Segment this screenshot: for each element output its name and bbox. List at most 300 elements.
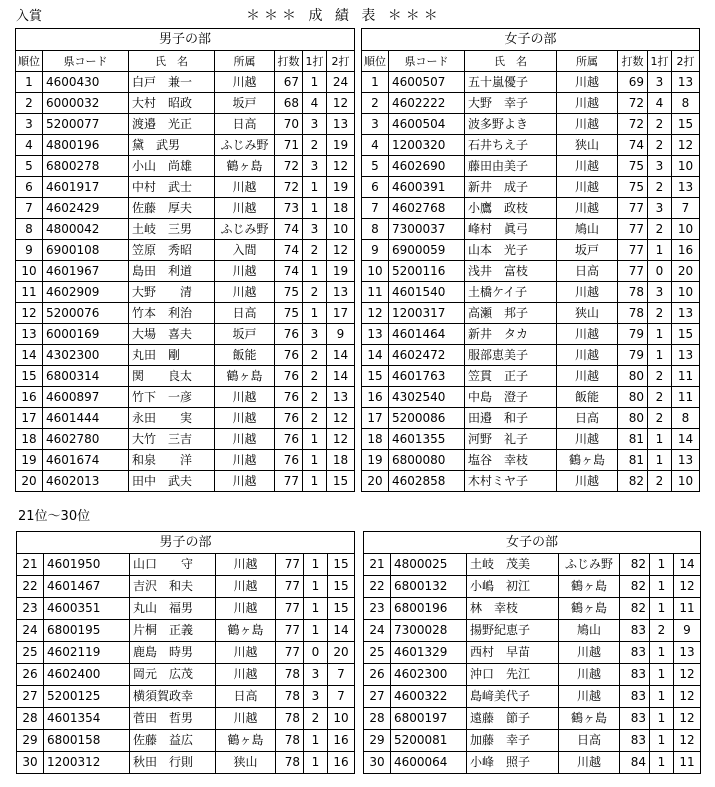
cell-rank: 23 bbox=[17, 598, 44, 620]
cell-rank: 18 bbox=[362, 429, 389, 450]
cell-one-shot: 1 bbox=[650, 708, 674, 730]
cell-two-shot: 13 bbox=[672, 303, 700, 324]
cell-pref-code: 5200081 bbox=[391, 730, 467, 752]
cell-pref-code: 5200086 bbox=[389, 408, 465, 429]
range-label: 21位～30位 bbox=[18, 509, 91, 524]
cell-two-shot: 15 bbox=[328, 576, 355, 598]
cell-player-name: 丸山 福男 bbox=[130, 598, 216, 620]
cell-two-shot: 11 bbox=[672, 366, 700, 387]
cell-strokes: 84 bbox=[620, 752, 650, 774]
cell-affiliation: 坂戸 bbox=[215, 93, 275, 114]
cell-rank: 19 bbox=[16, 450, 43, 471]
cell-player-name: 秋田 行則 bbox=[130, 752, 216, 774]
cell-affiliation: 飯能 bbox=[215, 345, 275, 366]
cell-one-shot: 2 bbox=[304, 708, 328, 730]
cell-player-name: 波多野よき bbox=[465, 114, 557, 135]
cell-two-shot: 14 bbox=[327, 366, 355, 387]
cell-rank: 26 bbox=[364, 664, 391, 686]
cell-player-name: 新井 タカ bbox=[465, 324, 557, 345]
cell-pref-code: 4602119 bbox=[44, 642, 130, 664]
cell-rank: 14 bbox=[362, 345, 389, 366]
cell-rank: 16 bbox=[362, 387, 389, 408]
cell-one-shot: 2 bbox=[303, 387, 327, 408]
cell-player-name: 中島 澄子 bbox=[465, 387, 557, 408]
cell-affiliation: 川越 bbox=[215, 429, 275, 450]
cell-player-name: 菅田 哲男 bbox=[130, 708, 216, 730]
cell-two-shot: 13 bbox=[327, 282, 355, 303]
table-row bbox=[362, 345, 700, 366]
cell-affiliation: 飯能 bbox=[557, 387, 618, 408]
cell-pref-code: 4601540 bbox=[389, 282, 465, 303]
cell-one-shot: 4 bbox=[303, 93, 327, 114]
cell-one-shot: 1 bbox=[650, 686, 674, 708]
table-row bbox=[16, 72, 355, 93]
cell-affiliation: 川越 bbox=[557, 282, 618, 303]
column-header-pref-code: 県コード bbox=[43, 51, 129, 72]
cell-player-name: 田中 武夫 bbox=[129, 471, 215, 492]
cell-strokes: 82 bbox=[620, 598, 650, 620]
cell-rank: 12 bbox=[362, 303, 389, 324]
table-row bbox=[17, 730, 355, 752]
cell-strokes: 76 bbox=[275, 366, 303, 387]
cell-two-shot: 13 bbox=[672, 72, 700, 93]
cell-strokes: 83 bbox=[620, 642, 650, 664]
cell-one-shot: 1 bbox=[304, 598, 328, 620]
column-header-row bbox=[16, 51, 355, 72]
cell-affiliation: 川越 bbox=[216, 664, 276, 686]
cell-affiliation: 川越 bbox=[557, 324, 618, 345]
table-row bbox=[362, 450, 700, 471]
cell-player-name: 片桐 正義 bbox=[130, 620, 216, 642]
cell-pref-code: 4600504 bbox=[389, 114, 465, 135]
cell-one-shot: 1 bbox=[303, 261, 327, 282]
cell-pref-code: 4601967 bbox=[43, 261, 129, 282]
cell-player-name: 大野 清 bbox=[129, 282, 215, 303]
cell-strokes: 77 bbox=[276, 620, 304, 642]
cell-rank: 6 bbox=[362, 177, 389, 198]
cell-pref-code: 6800278 bbox=[43, 156, 129, 177]
cell-one-shot: 1 bbox=[303, 177, 327, 198]
cell-one-shot: 3 bbox=[303, 219, 327, 240]
cell-player-name: 山本 光子 bbox=[465, 240, 557, 261]
cell-affiliation: 鶴ヶ島 bbox=[559, 598, 620, 620]
cell-strokes: 75 bbox=[618, 177, 648, 198]
cell-affiliation: 川越 bbox=[559, 752, 620, 774]
table-row bbox=[17, 598, 355, 620]
cell-player-name: 笠貫 正子 bbox=[465, 366, 557, 387]
cell-affiliation: 川越 bbox=[215, 261, 275, 282]
cell-pref-code: 6800158 bbox=[44, 730, 130, 752]
cell-affiliation: 川越 bbox=[216, 642, 276, 664]
cell-pref-code: 4601467 bbox=[44, 576, 130, 598]
cell-strokes: 76 bbox=[275, 387, 303, 408]
cell-two-shot: 17 bbox=[327, 303, 355, 324]
cell-rank: 29 bbox=[17, 730, 44, 752]
cell-two-shot: 12 bbox=[674, 686, 701, 708]
cell-one-shot: 1 bbox=[304, 620, 328, 642]
cell-player-name: 横須賀政幸 bbox=[130, 686, 216, 708]
cell-strokes: 83 bbox=[620, 686, 650, 708]
cell-one-shot: 2 bbox=[303, 240, 327, 261]
cell-affiliation: 川越 bbox=[215, 282, 275, 303]
cell-player-name: 加藤 幸子 bbox=[467, 730, 559, 752]
cell-affiliation: 鶴ヶ島 bbox=[215, 366, 275, 387]
table-row bbox=[364, 686, 701, 708]
cell-two-shot: 12 bbox=[674, 730, 701, 752]
cell-pref-code: 4600351 bbox=[44, 598, 130, 620]
cell-pref-code: 4602400 bbox=[44, 664, 130, 686]
table-row bbox=[362, 261, 700, 282]
cell-rank: 21 bbox=[364, 554, 391, 576]
cell-two-shot: 14 bbox=[328, 620, 355, 642]
cell-player-name: 河野 礼子 bbox=[465, 429, 557, 450]
table-row bbox=[17, 686, 355, 708]
cell-player-name: 林 幸枝 bbox=[467, 598, 559, 620]
cell-rank: 2 bbox=[16, 93, 43, 114]
table-row bbox=[364, 620, 701, 642]
cell-one-shot: 1 bbox=[650, 664, 674, 686]
lower-men-table bbox=[16, 531, 355, 774]
men-section-title: 男子の部 bbox=[16, 29, 355, 51]
table-row bbox=[17, 576, 355, 598]
cell-player-name: 小鷹 政枝 bbox=[465, 198, 557, 219]
cell-pref-code: 4601674 bbox=[43, 450, 129, 471]
cell-player-name: 黛 武男 bbox=[129, 135, 215, 156]
cell-affiliation: 狭山 bbox=[557, 303, 618, 324]
cell-two-shot: 7 bbox=[672, 198, 700, 219]
cell-rank: 4 bbox=[362, 135, 389, 156]
cell-two-shot: 12 bbox=[674, 708, 701, 730]
cell-strokes: 82 bbox=[618, 471, 648, 492]
cell-one-shot: 0 bbox=[648, 261, 672, 282]
cell-player-name: 服部恵美子 bbox=[465, 345, 557, 366]
cell-one-shot: 1 bbox=[303, 450, 327, 471]
cell-affiliation: ふじみ野 bbox=[559, 554, 620, 576]
cell-one-shot: 3 bbox=[304, 664, 328, 686]
cell-player-name: 土橋ケイ子 bbox=[465, 282, 557, 303]
cell-one-shot: 3 bbox=[303, 156, 327, 177]
cell-pref-code: 1200312 bbox=[44, 752, 130, 774]
cell-strokes: 80 bbox=[618, 387, 648, 408]
column-header-strokes: 打数 bbox=[275, 51, 303, 72]
table-row bbox=[362, 219, 700, 240]
cell-strokes: 82 bbox=[620, 576, 650, 598]
cell-player-name: 塩谷 幸枝 bbox=[465, 450, 557, 471]
table-row bbox=[16, 450, 355, 471]
table-row bbox=[17, 642, 355, 664]
cell-affiliation: 川越 bbox=[557, 366, 618, 387]
cell-pref-code: 4800196 bbox=[43, 135, 129, 156]
cell-player-name: 五十嵐優子 bbox=[465, 72, 557, 93]
cell-strokes: 68 bbox=[275, 93, 303, 114]
cell-strokes: 83 bbox=[620, 730, 650, 752]
cell-rank: 10 bbox=[362, 261, 389, 282]
table-row bbox=[364, 642, 701, 664]
cell-strokes: 78 bbox=[276, 664, 304, 686]
column-header-two-shot: 2打 bbox=[672, 51, 700, 72]
cell-one-shot: 1 bbox=[648, 345, 672, 366]
cell-two-shot: 12 bbox=[327, 240, 355, 261]
cell-player-name: 関 良太 bbox=[129, 366, 215, 387]
cell-one-shot: 2 bbox=[303, 282, 327, 303]
cell-one-shot: 2 bbox=[303, 345, 327, 366]
cell-two-shot: 19 bbox=[327, 261, 355, 282]
table-row bbox=[16, 198, 355, 219]
cell-two-shot: 8 bbox=[672, 408, 700, 429]
cell-rank: 19 bbox=[362, 450, 389, 471]
cell-rank: 15 bbox=[362, 366, 389, 387]
cell-two-shot: 11 bbox=[674, 598, 701, 620]
column-header-two-shot: 2打 bbox=[327, 51, 355, 72]
cell-pref-code: 4602013 bbox=[43, 471, 129, 492]
cell-rank: 11 bbox=[362, 282, 389, 303]
cell-two-shot: 15 bbox=[327, 471, 355, 492]
cell-player-name: 大竹 三吉 bbox=[129, 429, 215, 450]
cell-rank: 3 bbox=[362, 114, 389, 135]
cell-affiliation: 川越 bbox=[216, 554, 276, 576]
cell-pref-code: 6800080 bbox=[389, 450, 465, 471]
table-row bbox=[362, 429, 700, 450]
cell-affiliation: 川越 bbox=[557, 93, 618, 114]
cell-one-shot: 2 bbox=[648, 114, 672, 135]
cell-affiliation: 鶴ヶ島 bbox=[216, 620, 276, 642]
cell-player-name: 白戸 兼一 bbox=[129, 72, 215, 93]
cell-strokes: 77 bbox=[276, 642, 304, 664]
cell-affiliation: 鶴ヶ島 bbox=[559, 576, 620, 598]
cell-one-shot: 3 bbox=[648, 72, 672, 93]
cell-affiliation: 川越 bbox=[215, 177, 275, 198]
cell-one-shot: 2 bbox=[303, 135, 327, 156]
cell-strokes: 67 bbox=[275, 72, 303, 93]
cell-one-shot: 1 bbox=[650, 730, 674, 752]
cell-rank: 28 bbox=[364, 708, 391, 730]
cell-player-name: 笠原 秀昭 bbox=[129, 240, 215, 261]
cell-pref-code: 5200125 bbox=[44, 686, 130, 708]
cell-two-shot: 14 bbox=[674, 554, 701, 576]
table-row bbox=[16, 219, 355, 240]
cell-affiliation: 坂戸 bbox=[557, 240, 618, 261]
table-row bbox=[364, 576, 701, 598]
cell-affiliation: 鶴ヶ島 bbox=[559, 708, 620, 730]
cell-pref-code: 4601950 bbox=[44, 554, 130, 576]
table-row bbox=[364, 598, 701, 620]
cell-player-name: 佐藤 益広 bbox=[130, 730, 216, 752]
column-header-affiliation: 所属 bbox=[557, 51, 618, 72]
cell-one-shot: 1 bbox=[303, 471, 327, 492]
cell-strokes: 78 bbox=[276, 752, 304, 774]
cell-player-name: 竹下 一彦 bbox=[129, 387, 215, 408]
cell-rank: 22 bbox=[364, 576, 391, 598]
cell-rank: 6 bbox=[16, 177, 43, 198]
cell-pref-code: 4600897 bbox=[43, 387, 129, 408]
cell-affiliation: ふじみ野 bbox=[215, 219, 275, 240]
cell-two-shot: 10 bbox=[672, 156, 700, 177]
table-row bbox=[17, 752, 355, 774]
table-row bbox=[362, 177, 700, 198]
cell-two-shot: 14 bbox=[672, 429, 700, 450]
cell-pref-code: 4601763 bbox=[389, 366, 465, 387]
cell-one-shot: 4 bbox=[648, 93, 672, 114]
cell-rank: 17 bbox=[362, 408, 389, 429]
cell-rank: 26 bbox=[17, 664, 44, 686]
cell-pref-code: 5200077 bbox=[43, 114, 129, 135]
cell-strokes: 83 bbox=[620, 708, 650, 730]
column-header-pref-code: 県コード bbox=[389, 51, 465, 72]
table-row bbox=[17, 554, 355, 576]
cell-strokes: 77 bbox=[618, 240, 648, 261]
cell-pref-code: 4602909 bbox=[43, 282, 129, 303]
cell-strokes: 77 bbox=[276, 554, 304, 576]
cell-strokes: 78 bbox=[618, 303, 648, 324]
cell-one-shot: 1 bbox=[650, 554, 674, 576]
cell-rank: 27 bbox=[364, 686, 391, 708]
cell-one-shot: 1 bbox=[648, 429, 672, 450]
cell-rank: 28 bbox=[17, 708, 44, 730]
cell-two-shot: 7 bbox=[328, 664, 355, 686]
cell-player-name: 揚野紀恵子 bbox=[467, 620, 559, 642]
table-row bbox=[362, 93, 700, 114]
cell-affiliation: 日高 bbox=[557, 261, 618, 282]
cell-player-name: 永田 実 bbox=[129, 408, 215, 429]
cell-strokes: 80 bbox=[618, 408, 648, 429]
cell-player-name: 和泉 洋 bbox=[129, 450, 215, 471]
cell-pref-code: 4602780 bbox=[43, 429, 129, 450]
table-row bbox=[16, 429, 355, 450]
cell-one-shot: 1 bbox=[650, 752, 674, 774]
table-row bbox=[362, 156, 700, 177]
cell-pref-code: 4600322 bbox=[391, 686, 467, 708]
cell-one-shot: 2 bbox=[648, 303, 672, 324]
cell-rank: 20 bbox=[362, 471, 389, 492]
cell-two-shot: 16 bbox=[328, 730, 355, 752]
table-row bbox=[16, 303, 355, 324]
cell-player-name: 小嶋 初江 bbox=[467, 576, 559, 598]
cell-player-name: 大場 喜夫 bbox=[129, 324, 215, 345]
cell-player-name: 峰村 眞弓 bbox=[465, 219, 557, 240]
lower-men-section-title: 男子の部 bbox=[17, 532, 355, 554]
cell-rank: 17 bbox=[16, 408, 43, 429]
cell-pref-code: 4602472 bbox=[389, 345, 465, 366]
table-row bbox=[362, 135, 700, 156]
cell-one-shot: 1 bbox=[648, 450, 672, 471]
cell-rank: 30 bbox=[17, 752, 44, 774]
cell-pref-code: 1200320 bbox=[389, 135, 465, 156]
cell-one-shot: 2 bbox=[648, 177, 672, 198]
cell-two-shot: 12 bbox=[327, 93, 355, 114]
cell-affiliation: 入間 bbox=[215, 240, 275, 261]
cell-pref-code: 4600391 bbox=[389, 177, 465, 198]
cell-affiliation: 川越 bbox=[216, 598, 276, 620]
cell-affiliation: 日高 bbox=[215, 114, 275, 135]
cell-pref-code: 4602690 bbox=[389, 156, 465, 177]
cell-one-shot: 3 bbox=[304, 686, 328, 708]
cell-two-shot: 12 bbox=[674, 576, 701, 598]
cell-pref-code: 4601917 bbox=[43, 177, 129, 198]
cell-one-shot: 1 bbox=[304, 576, 328, 598]
cell-pref-code: 6800195 bbox=[44, 620, 130, 642]
table-row bbox=[362, 114, 700, 135]
cell-two-shot: 18 bbox=[327, 198, 355, 219]
column-header-rank: 順位 bbox=[16, 51, 43, 72]
table-row bbox=[16, 261, 355, 282]
cell-one-shot: 3 bbox=[303, 324, 327, 345]
cell-affiliation: 川越 bbox=[559, 664, 620, 686]
table-row bbox=[364, 752, 701, 774]
page-title: ＊＊＊ 成 績 表 ＊＊＊ bbox=[246, 8, 442, 24]
cell-one-shot: 1 bbox=[304, 730, 328, 752]
award-label: 入賞 bbox=[16, 9, 43, 24]
cell-rank: 8 bbox=[16, 219, 43, 240]
cell-strokes: 74 bbox=[275, 240, 303, 261]
column-header-row bbox=[362, 51, 700, 72]
cell-rank: 20 bbox=[16, 471, 43, 492]
table-row bbox=[16, 93, 355, 114]
cell-one-shot: 2 bbox=[648, 135, 672, 156]
cell-affiliation: 狭山 bbox=[557, 135, 618, 156]
table-row bbox=[16, 345, 355, 366]
cell-strokes: 73 bbox=[275, 198, 303, 219]
cell-rank: 24 bbox=[17, 620, 44, 642]
cell-affiliation: 川越 bbox=[557, 72, 618, 93]
cell-player-name: 岡元 広茂 bbox=[130, 664, 216, 686]
cell-strokes: 78 bbox=[618, 282, 648, 303]
cell-affiliation: 鳩山 bbox=[559, 620, 620, 642]
cell-player-name: 竹本 利治 bbox=[129, 303, 215, 324]
cell-affiliation: 狭山 bbox=[216, 752, 276, 774]
cell-player-name: 沖口 先江 bbox=[467, 664, 559, 686]
cell-pref-code: 4602858 bbox=[389, 471, 465, 492]
cell-affiliation: 日高 bbox=[557, 408, 618, 429]
table-row bbox=[362, 240, 700, 261]
cell-strokes: 74 bbox=[618, 135, 648, 156]
cell-strokes: 69 bbox=[618, 72, 648, 93]
cell-player-name: 遠藤 節子 bbox=[467, 708, 559, 730]
cell-two-shot: 8 bbox=[672, 93, 700, 114]
cell-strokes: 70 bbox=[275, 114, 303, 135]
cell-strokes: 83 bbox=[620, 620, 650, 642]
column-header-player-name: 氏 名 bbox=[129, 51, 215, 72]
cell-affiliation: 川越 bbox=[215, 450, 275, 471]
cell-two-shot: 13 bbox=[674, 642, 701, 664]
table-row bbox=[362, 282, 700, 303]
cell-rank: 24 bbox=[364, 620, 391, 642]
cell-affiliation: 鳩山 bbox=[557, 219, 618, 240]
cell-one-shot: 1 bbox=[304, 752, 328, 774]
cell-player-name: 藤田由美子 bbox=[465, 156, 557, 177]
cell-rank: 8 bbox=[362, 219, 389, 240]
cell-one-shot: 1 bbox=[303, 303, 327, 324]
cell-player-name: 大野 幸子 bbox=[465, 93, 557, 114]
cell-strokes: 72 bbox=[618, 114, 648, 135]
cell-rank: 5 bbox=[362, 156, 389, 177]
column-header-player-name: 氏 名 bbox=[465, 51, 557, 72]
table-row bbox=[362, 198, 700, 219]
cell-strokes: 80 bbox=[618, 366, 648, 387]
cell-rank: 13 bbox=[362, 324, 389, 345]
cell-rank: 29 bbox=[364, 730, 391, 752]
column-header-one-shot: 1打 bbox=[303, 51, 327, 72]
cell-one-shot: 2 bbox=[303, 366, 327, 387]
top-women-table bbox=[361, 28, 700, 492]
cell-affiliation: 川越 bbox=[215, 408, 275, 429]
cell-two-shot: 14 bbox=[327, 345, 355, 366]
cell-strokes: 76 bbox=[275, 345, 303, 366]
cell-two-shot: 19 bbox=[327, 135, 355, 156]
cell-two-shot: 12 bbox=[674, 664, 701, 686]
cell-strokes: 76 bbox=[275, 408, 303, 429]
cell-strokes: 77 bbox=[276, 598, 304, 620]
top-men-table bbox=[15, 28, 355, 492]
